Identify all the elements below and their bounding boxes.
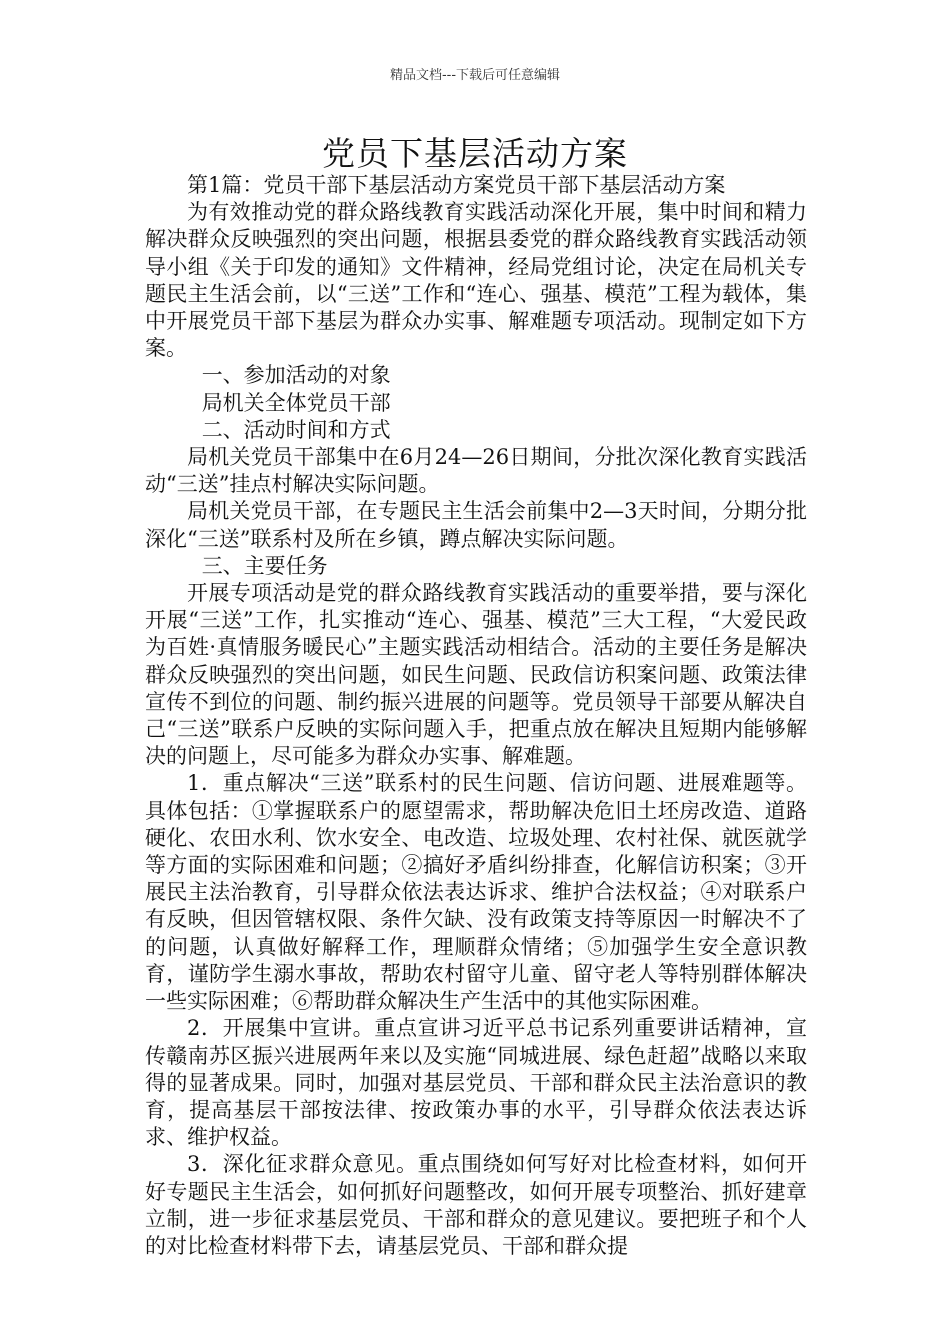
section-heading-1: 一、参加活动的对象 (201, 363, 391, 388)
task-item-1: 1．重点解决“三送”联系村的民生问题、信访问题、进展难题等。具体包括：①掌握联系户的愿望需求，帮助解决危旧土坯房改造、道路硬化、农田水利、饮水安全、电改造、垃圾处理、农村社保、就医就学等方面的实际困难和问题；②搞好矛盾纠纷排查，化解信访积案；③开展民主法治教育，引导群众依法表达诉求、维护合法权益；④对联系户有反映，但因管辖权限、条件欠缺、没有政策支持等原因一时解决不了的问题，认真做好解释工作，理顺群众情绪；⑤加强学生安全意识教育，谨防学生溺水事故，帮助农村留守儿童、留守老人等特别群体解决一些实际困难；⑥帮助群众解决生产生活中的其他实际困难。 (145, 771, 807, 1014)
section-heading-3: 三、主要任务 (201, 553, 328, 578)
task-overview-paragraph: 开展专项活动是党的群众路线教育实践活动的重要举措，要与深化开展“三送”工作，扎实推动“连心、强基、模范”三大工程，“大爱民政为百姓·真情服务暖民心”主题实践活动相结合。活动的主要任务是解决群众反映强烈的突出问题，如民生问题、民政信访积案问题、政策法律宣传不到位的问题、制约振兴进展的问题等。党员领导干部要从解决自己“三送”联系户反映的实际问题入手，把重点放在解决且短期内能够解决的问题上，尽可能多为群众办实事、解难题。 (145, 581, 807, 769)
intro-paragraph: 为有效推动党的群众路线教育实践活动深化开展，集中时间和精力解决群众反映强烈的突出问题，根据县委党的群众路线教育实践活动领导小组《关于印发的通知》文件精神，经局党组讨论，决定在局机关专题民主生活会前，以“三送”工作和“连心、强基、模范”工程为载体，集中开展党员干部下基层为群众办实事、解难题专项活动。现制定如下方案。 (145, 200, 807, 361)
time-paragraph-1: 局机关党员干部集中在6月24—26日期间，分批次深化教育实践活动“三送”挂点村解决实际问题。 (145, 445, 807, 497)
document-title: 党员下基层活动方案 (322, 134, 628, 173)
document-body (145, 172, 807, 1260)
time-paragraph-2: 局机关党员干部，在专题民主生活会前集中2—3天时间，分期分批深化“三送”联系村及所在乡镇，蹲点解决实际问题。 (145, 499, 807, 551)
header-note: 精品文档---下载后可任意编辑 (389, 68, 561, 83)
article-subtitle: 第1篇：党员干部下基层活动方案党员干部下基层活动方案 (187, 173, 726, 197)
section-content-1: 局机关全体党员干部 (201, 390, 391, 415)
section-heading-2: 二、活动时间和方式 (201, 417, 391, 442)
task-item-3: 3．深化征求群众意见。重点围绕如何写好对比检查材料，如何开好专题民主生活会，如何抓好问题整改，如何开展专项整治、抓好建章立制，进一步征求基层党员、干部和群众的意见建议。要把班子和个人的对比检查材料带下去，请基层党员、干部和群众提 (145, 1152, 807, 1258)
task-item-2: 2．开展集中宣讲。重点宣讲习近平总书记系列重要讲话精神，宣传赣南苏区振兴进展两年来以及实施“同城进展、绿色赶超”战略以来取得的显著成果。同时，加强对基层党员、干部和群众民主法治意识的教育，提高基层干部按法律、按政策办事的水平，引导群众依法表达诉求、维护权益。 (145, 1016, 807, 1150)
